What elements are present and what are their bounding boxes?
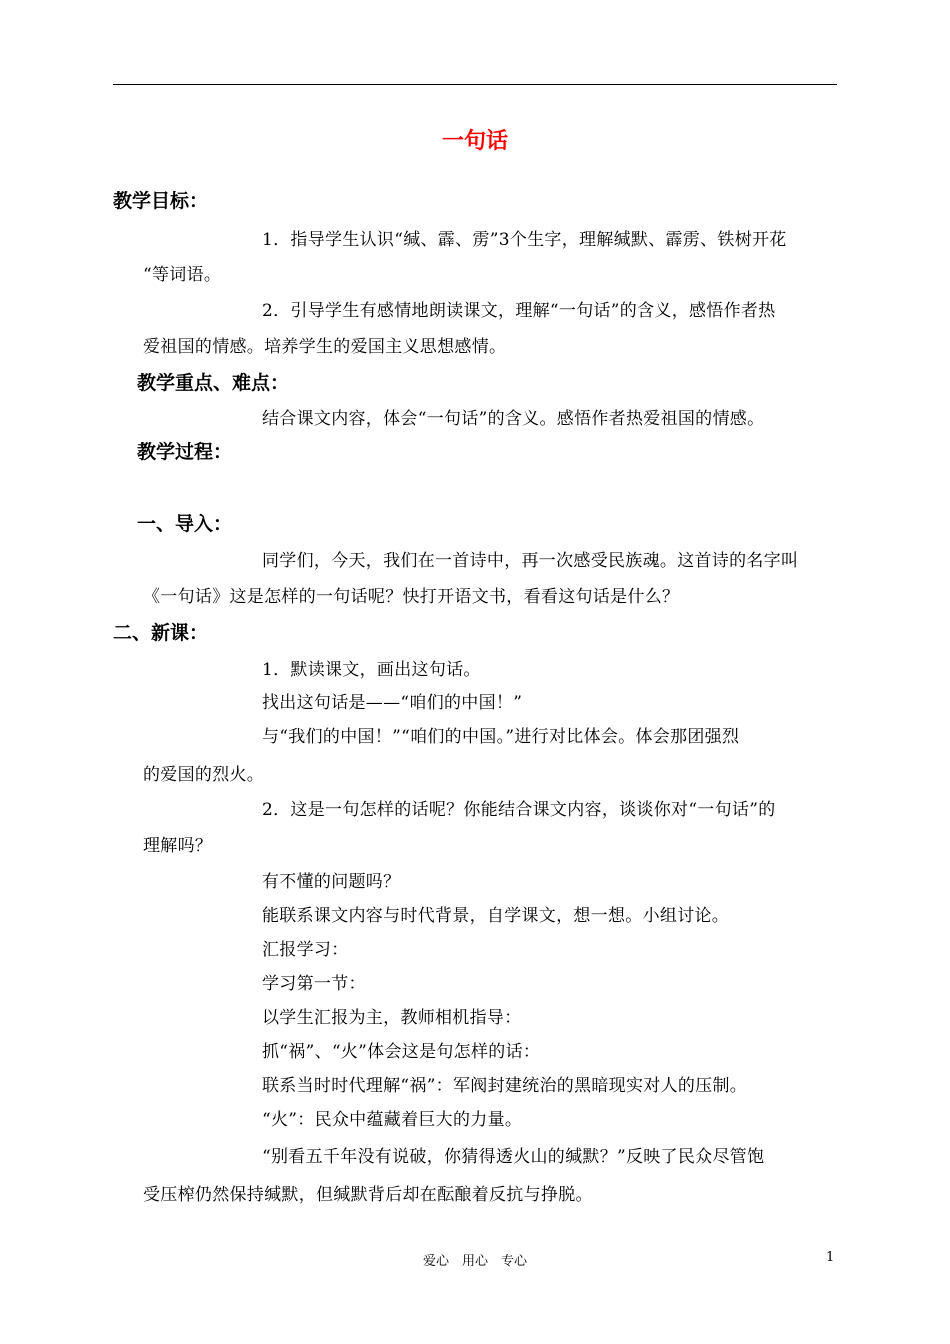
heading-key-points: 教学重点、难点： xyxy=(137,372,290,394)
paragraph-line: 2．这是一句怎样的话呢？你能结合课文内容，谈谈你对“一句话”的 xyxy=(262,800,776,820)
paragraph-line: 理解吗？ xyxy=(143,836,213,856)
page-footer: 爱心 用心 专心 xyxy=(422,1254,527,1269)
heading-process: 教学过程： xyxy=(137,441,233,463)
heading-objectives: 教学目标： xyxy=(113,190,209,212)
document-title: 一句话 xyxy=(441,129,508,154)
paragraph-line: 爱祖国的情感。培养学生的爱国主义思想感情。 xyxy=(143,337,507,357)
paragraph-line: 抓“祸”、“火”体会这是句怎样的话： xyxy=(262,1042,541,1062)
paragraph-line: 以学生汇报为主，教师相机指导： xyxy=(262,1008,522,1028)
paragraph-line: 1．指导学生认识“缄、霹、雳”3个生字，理解缄默、霹雳、铁树开花 xyxy=(262,230,787,250)
header-rule xyxy=(113,84,837,85)
paragraph-line: 学习第一节： xyxy=(262,974,366,994)
paragraph-line: 能联系课文内容与时代背景，自学课文，想一想。小组讨论。 xyxy=(262,906,730,926)
paragraph-line: 与“我们的中国！”“咱们的中国。”进行对比体会。体会那团强烈 xyxy=(262,727,740,747)
paragraph-line: 2．引导学生有感情地朗读课文，理解“一句话”的含义，感悟作者热 xyxy=(262,301,776,321)
paragraph-line: 找出这句话是——“咱们的中国！” xyxy=(262,693,523,713)
paragraph-line: 联系当时时代理解“祸”：军阀封建统治的黑暗现实对人的压制。 xyxy=(262,1076,748,1096)
paragraph-line: 受压榨仍然保持缄默，但缄默背后却在酝酿着反抗与挣脱。 xyxy=(143,1185,593,1205)
heading-intro: 一、导入： xyxy=(137,513,233,535)
paragraph-line: 1．默读课文，画出这句话。 xyxy=(262,660,481,680)
paragraph-line: 的爱国的烈火。 xyxy=(143,765,265,785)
paragraph-line: 汇报学习： xyxy=(262,940,349,960)
paragraph-line: 同学们，今天，我们在一首诗中，再一次感受民族魂。这首诗的名字叫 xyxy=(262,551,799,571)
paragraph-line: “火”：民众中蕴藏着巨大的力量。 xyxy=(262,1110,523,1130)
paragraph-line: 《一句话》这是怎样的一句话呢？快打开语文书，看看这句话是什么？ xyxy=(143,587,680,607)
page-number: 1 xyxy=(826,1250,835,1265)
paragraph-line: 有不懂的问题吗？ xyxy=(262,872,401,892)
paragraph-line: 结合课文内容，体会“一句话”的含义。感悟作者热爱祖国的情感。 xyxy=(262,409,765,429)
heading-new-lesson: 二、新课： xyxy=(113,622,209,644)
paragraph-line: “等词语。 xyxy=(143,265,222,285)
paragraph-line: “别看五千年没有说破，你猜得透火山的缄默？”反映了民众尽管饱 xyxy=(262,1147,765,1167)
